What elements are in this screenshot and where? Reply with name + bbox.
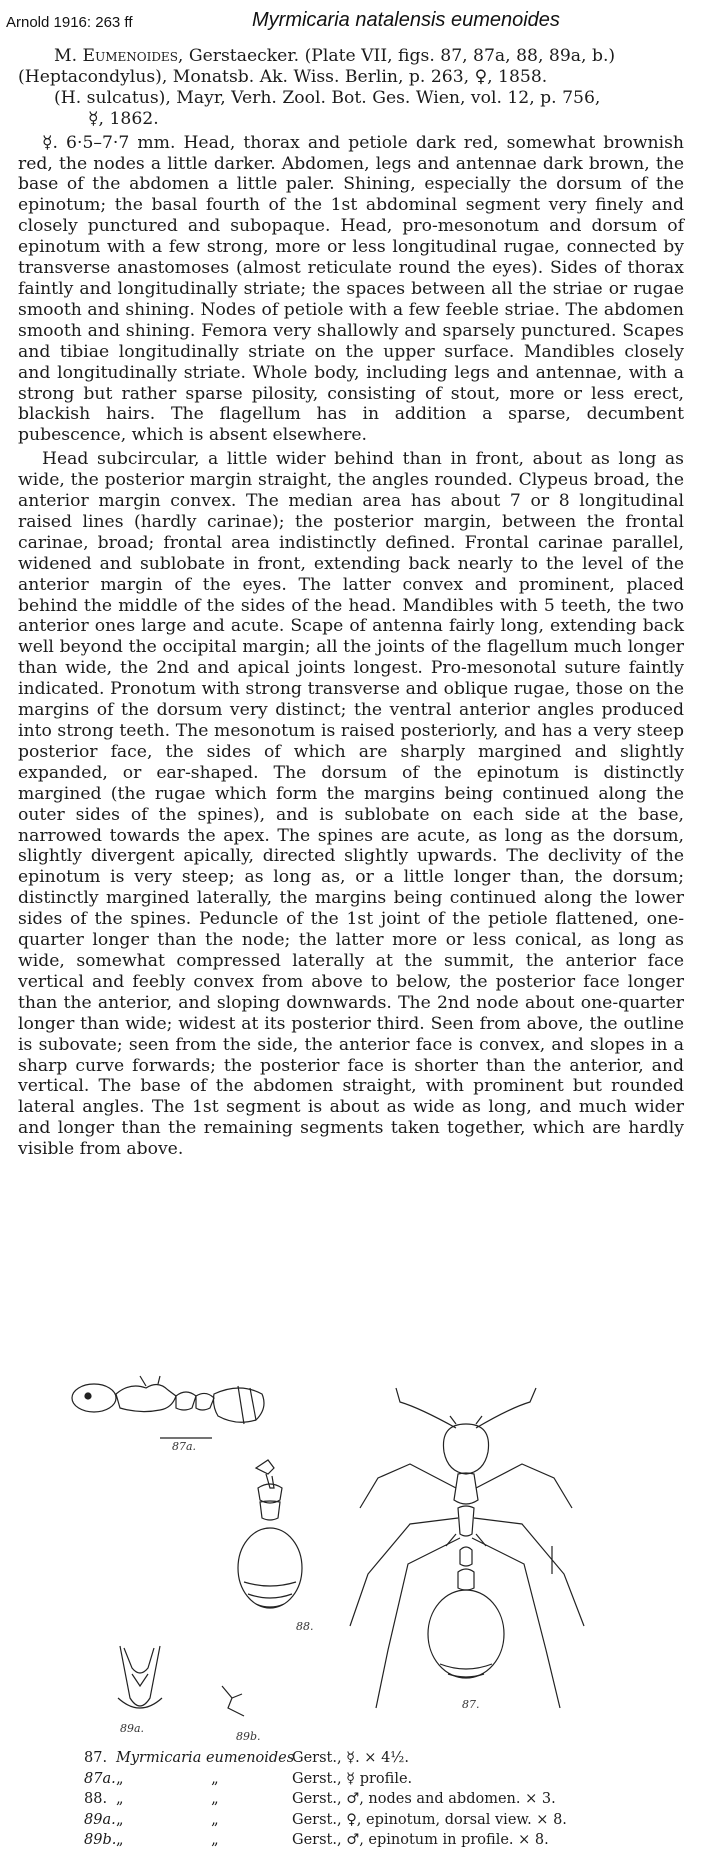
reference-line-1: M. Eumenoides, Gerstaecker. (Plate VII, figs. 87, 87a, 88, 89a, b.) (54, 46, 616, 66)
figure-89a-epinotum-dorsal (118, 1646, 162, 1708)
citation-label: Arnold 1916: 263 ff (6, 14, 133, 31)
species-title: Myrmicaria natalensis eumenoides (252, 9, 560, 31)
caption-row: 87. Myrmicaria eumenoides Gerst., ☿. × 4½. (84, 1750, 409, 1766)
ant-illustrations (0, 1368, 712, 1748)
description-paragraph-2: Head subcircular, a little wider behind than in front, about as long as wide, the posterior margin straight, the angles rounded. Clypeus broad, the anterior margin convex. The median area has about 7 or 8 longitudinal raised lines (hardly carinae); the posterior margin, between the frontal carinae, broad; frontal area indistinctly defined. Frontal carinae parallel, widened and sublobate in front, extending back nearly to the level of the anterior margin of the eyes. The latter convex and prominent, placed behind the middle of the sides of the head. Mandibles with 5 teeth, the two anterior ones large and acute. Scape of antenna fairly long, extending back well beyond the occipital margin; all the joints of the flagellum much longer than wide, the 2nd and apical joints longest. Pro-mesonotal suture faintly indicated. Pronotum with strong transverse and oblique rugae, those on the margins of the dorsum very distinct; the ventral anterior angles produced into strong teeth. The mesonotum is raised posteriorly, and has a very steep posterior face, the sides of which are sharply margined and slightly expanded, or ear-shaped. The dorsum of the epinotum is distinctly margined (the rugae which form the margins being continued along the outer sides of the spines), and is sublobate on each side at the base, narrowed towards the apex. The spines are acute, as long as the dorsum, slightly divergent apically, directed slightly upwards. The declivity of the epinotum is very steep; as long as, or a little longer than, the dorsum; distinctly margined laterally, the margins being continued along the lower sides of the spines. Peduncle of the 1st joint of the petiole flattened, one-quarter longer than the node; the latter more or less conical, as long as wide, somewhat compressed laterally at the summit, the anterior face vertical and feebly convex from above to below, the posterior face longer than the anterior, and sloping downwards. The 2nd node about one-quarter longer than wide; widest at its posterior third. Seen from above, the outline is subovate; seen from the side, the anterior face is convex, and slopes in a sharp curve forwards; the posterior face is shorter than the anterior, and vertical. The base of the abdomen straight, with prominent but rounded lateral angles. The 1st segment is about as wide as long, and much wider and longer than the remaining segments taken together, which are hardly visible from above. (18, 449, 684, 1160)
figure-88-nodes-abdomen (238, 1460, 302, 1608)
page-header (0, 6, 712, 40)
caption-row: 87a. „ „ Gerst., ☿ profile. (84, 1770, 413, 1787)
figure-89a-label: 89a. (120, 1722, 145, 1735)
caption-row: 89a. „ „ Gerst., ♀, epinotum, dorsal view. × 8. (84, 1811, 567, 1828)
article-body (18, 46, 684, 1160)
reference-line-4: ☿, 1862. (88, 108, 159, 129)
figure-87-dorsal-view (350, 1388, 584, 1708)
description-paragraph-1: ☿. 6·5–7·7 mm. Head, thorax and petiole dark red, somewhat brownish red, the nodes a little darker. Abdomen, legs and antennae dark brown, the base of the abdomen a little paler. Shining, especially the dorsum of the epinotum; the basal fourth of the 1st abdominal segment very finely and closely punctured and subopaque. Head, pro-mesonotum and dorsum of epinotum with a few strong, more or less longitudinal rugae, connected by transverse anastomoses (almost reticulate round the eyes). Sides of thorax faintly and longitudinally striate; the spaces between all the striae or rugae smooth and shining. Nodes of petiole with a few feeble striae. The abdomen smooth and shining. Femora very shallowly and sparsely punctured. Scapes and tibiae longitudinally striate on the upper surface. Mandibles closely and longitudinally striate. Whole body, including legs and antennae, with a strong but rather sparse pilosity, consisting of stout, more or less erect, blackish hairs. The flagellum has in addition a sparse, decumbent pubescence, which is absent elsewhere. (18, 132, 684, 446)
taxon-name: Eumenoides (82, 46, 178, 66)
caption-row: 89b. „ „ Gerst., ♂, epinotum in profile. × 8. (84, 1832, 549, 1848)
reference-line-2: (Heptacondylus), Monatsb. Ak. Wiss. Berlin, p. 263, ♀, 1858. (18, 66, 548, 87)
figure-87a-label: 87a. (172, 1440, 197, 1453)
figure-89b-label: 89b. (236, 1730, 261, 1743)
figure-88-label: 88. (296, 1620, 314, 1633)
reference-line-3: (H. sulcatus), Mayr, Verh. Zool. Bot. Ges. Wien, vol. 12, p. 756, (54, 87, 601, 108)
plate-figures (0, 1368, 712, 1748)
figure-caption (84, 1748, 644, 1851)
figure-87a-profile (72, 1376, 264, 1424)
synonymy-reference (18, 46, 684, 130)
figure-87-label: 87. (462, 1698, 480, 1711)
caption-row: 88. „ „ Gerst., ♂, nodes and abdomen. × 3. (84, 1791, 556, 1807)
figure-89b-epinotum-profile (222, 1686, 244, 1716)
